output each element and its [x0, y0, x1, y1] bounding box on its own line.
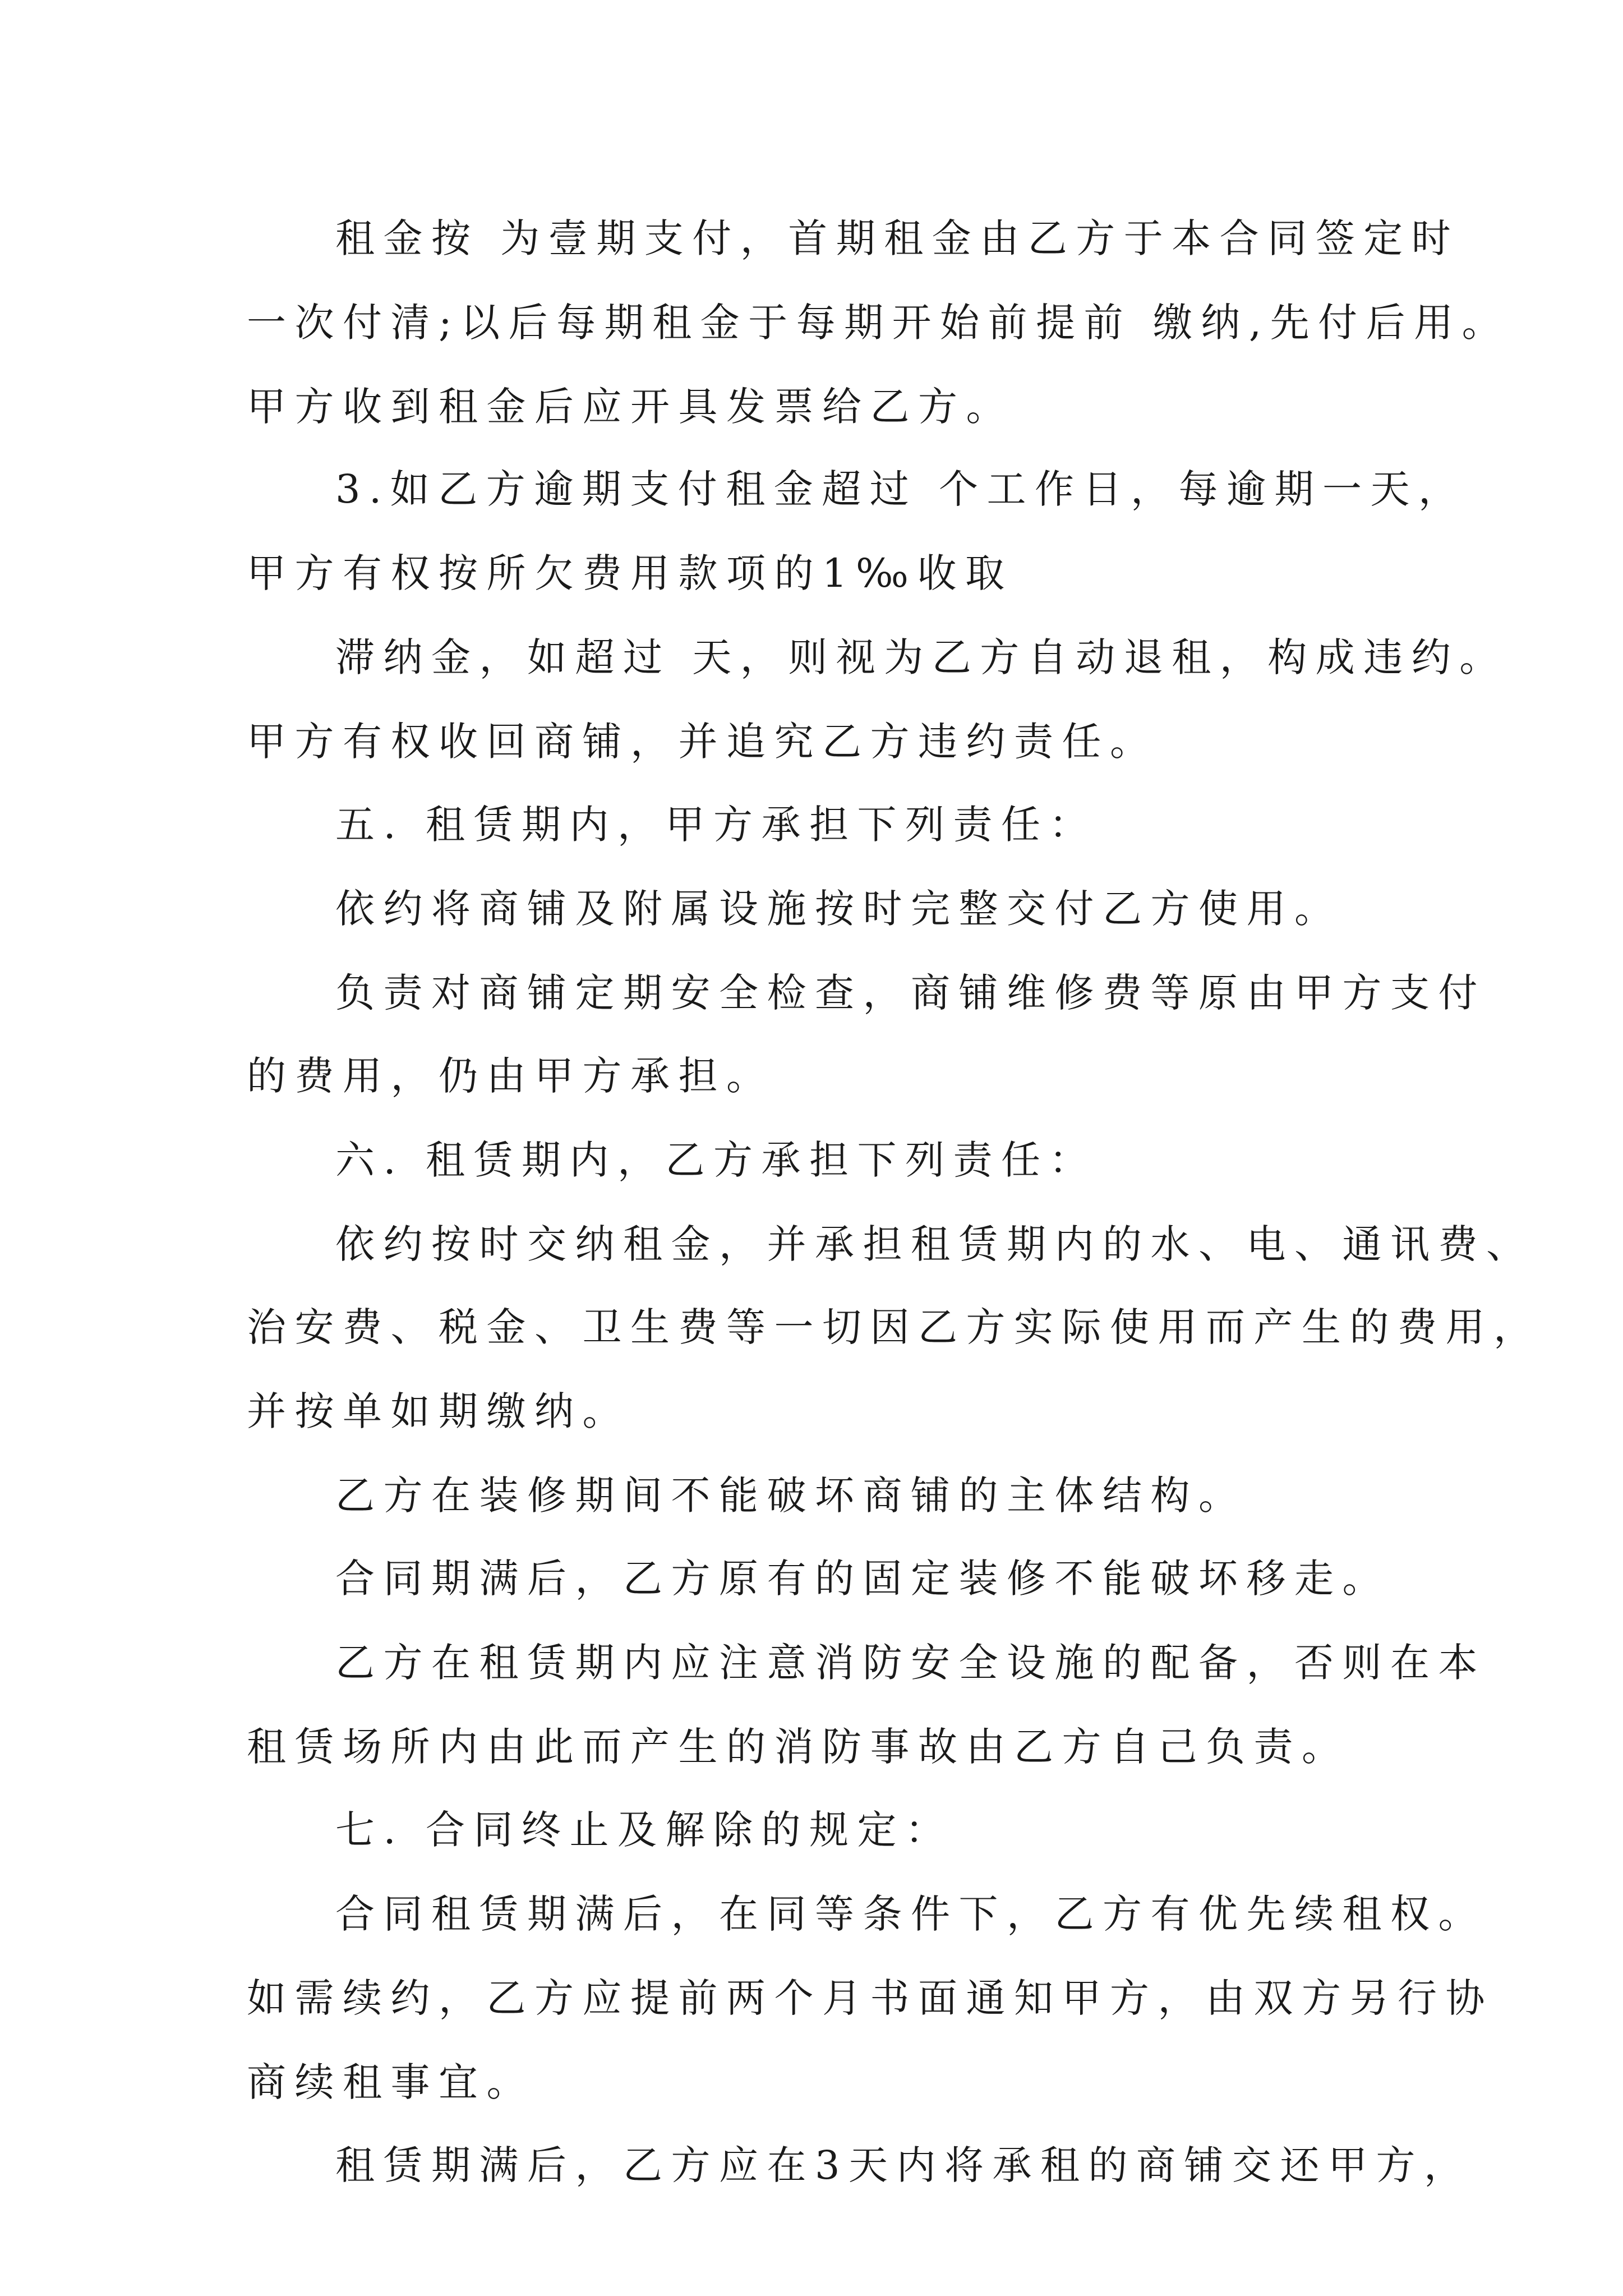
- text-line: 乙方在装修期间不能破坏商铺的主体结构。: [335, 1473, 1247, 1519]
- text-line: 并按单如期缴纳。: [247, 1388, 630, 1434]
- section-heading: 六. 租赁期内，乙方承担下列责任：: [335, 1137, 1098, 1183]
- text-line: 商续租事宜。: [247, 2059, 534, 2105]
- section-heading: 七. 合同终止及解除的规定：: [335, 1807, 953, 1853]
- text-line: 合同租赁期满后，在同等条件下，乙方有优先续租权。: [335, 1891, 1486, 1937]
- section-heading: 五. 租赁期内，甲方承担下列责任：: [335, 802, 1098, 848]
- text-line: 乙方在租赁期内应注意消防安全设施的配备，否则在本: [335, 1640, 1486, 1686]
- text-line: 如需续约，乙方应提前两个月书面通知甲方，由双方另行协: [247, 1975, 1493, 2021]
- text-line: 滞纳金，如超过 天，则视为乙方自动退租，构成违约。: [335, 634, 1507, 680]
- text-line: 一次付清;以后每期租金于每期开始前提前 缴纳,先付后用。: [247, 300, 1510, 346]
- text-line: 甲方有权按所欠费用款项的1‰收取: [247, 550, 1013, 596]
- text-line: 3.如乙方逾期支付租金超过 个工作日，每逾期一天，: [335, 466, 1467, 512]
- text-line: 租赁期满后，乙方应在3天内将承租的商铺交还甲方，: [335, 2142, 1472, 2188]
- text-line: 治安费、税金、卫生费等一切因乙方实际使用而产生的费用，: [247, 1304, 1542, 1350]
- text-line: 租赁场所内由此而产生的消防事故由乙方自己负责。: [247, 1724, 1350, 1770]
- text-line: 的费用，仍由甲方承担。: [247, 1053, 774, 1099]
- text-line: 合同期满后，乙方原有的固定装修不能破坏移走。: [335, 1556, 1390, 1602]
- text-line: 依约按时交纳租金，并承担租赁期内的水、电、通讯费、: [335, 1221, 1534, 1267]
- text-line: 负责对商铺定期安全检查，商铺维修费等原由甲方支付: [335, 970, 1486, 1016]
- text-line: 甲方有权收回商铺，并追究乙方违约责任。: [247, 719, 1158, 765]
- text-line: 甲方收到租金后应开具发票给乙方。: [247, 384, 1014, 430]
- text-line: 租金按 为壹期支付，首期租金由乙方于本合同签定时: [335, 215, 1460, 261]
- text-line: 依约将商铺及附属设施按时完整交付乙方使用。: [335, 886, 1343, 932]
